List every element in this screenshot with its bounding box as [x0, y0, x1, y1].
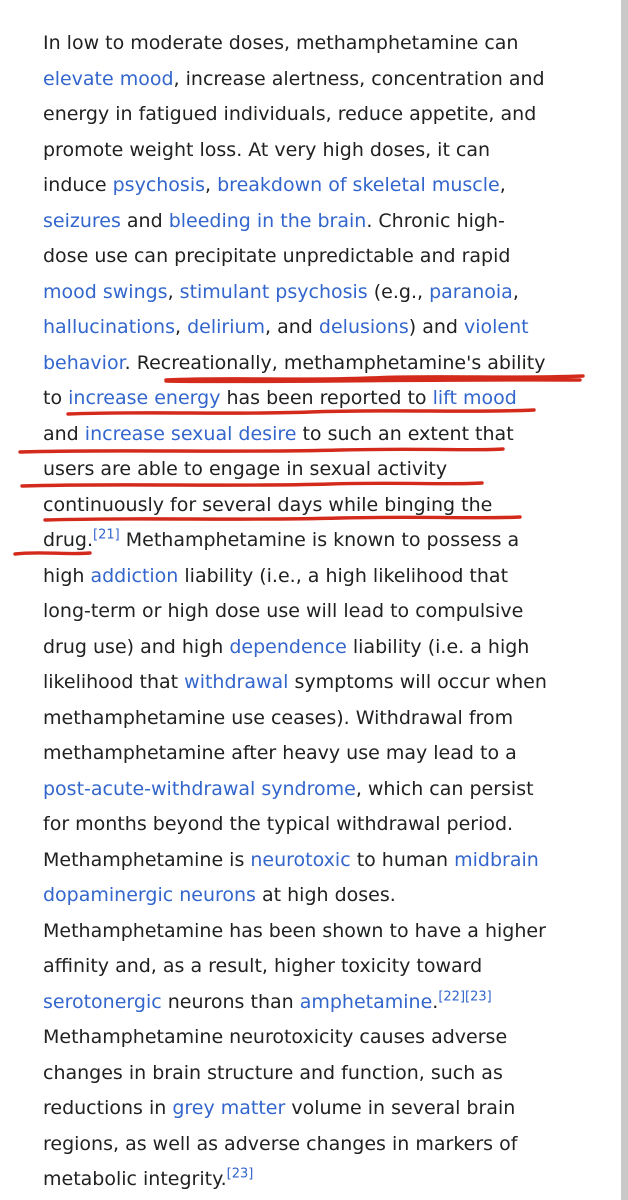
text-run: , increase alertness, concentration and [173, 67, 545, 90]
text-run: symptoms will occur when [288, 671, 547, 693]
wiki-link[interactable]: hallucinations [43, 316, 175, 338]
text-run: reductions in [43, 1097, 173, 1119]
wiki-link[interactable]: seizures [43, 209, 121, 232]
text-line [43, 878, 583, 914]
text-run: Methamphetamine has been shown to have a higher [43, 919, 546, 942]
text-run: high [43, 564, 91, 587]
wiki-link[interactable]: bleeding in the brain [168, 209, 367, 232]
text-line [43, 985, 583, 1021]
text-line [43, 701, 583, 737]
text-run: affinity and, as a result, higher toxicity toward [43, 955, 483, 977]
reference-superscript [227, 1167, 254, 1182]
text-run: methamphetamine after heavy use may lead to a [43, 742, 517, 764]
wiki-link[interactable]: lift mood [432, 387, 517, 409]
text-run: Methamphetamine is known to possess a [119, 529, 520, 551]
text-run: likelihood that [43, 671, 185, 693]
wiki-link[interactable]: elevate mood [43, 67, 174, 90]
text-run: ) and [408, 316, 464, 338]
text-line [43, 523, 583, 559]
wiki-link[interactable]: midbrain [454, 848, 539, 871]
text-line [43, 1056, 583, 1092]
text-run: to such an extent that [296, 422, 514, 445]
text-line [43, 772, 583, 808]
wiki-link[interactable]: grey matter [172, 1097, 286, 1119]
text-line [43, 417, 583, 453]
text-line [43, 204, 583, 240]
text-run: to human [350, 848, 455, 871]
text-run: long-term or high dose use will lead to compulsive [43, 600, 524, 622]
text-line [43, 26, 583, 62]
wiki-link[interactable]: delusions [318, 316, 409, 338]
text-line [43, 1127, 583, 1163]
text-run: neurons than [161, 990, 300, 1013]
text-line [43, 275, 583, 311]
text-line [43, 97, 583, 133]
text-line [43, 1162, 583, 1198]
wiki-link[interactable]: amphetamine [299, 990, 433, 1013]
text-run: liability (i.e. a high [346, 635, 530, 658]
text-run: methamphetamine use ceases). Withdrawal from [43, 706, 514, 729]
text-line [43, 310, 583, 346]
wiki-link[interactable]: increase energy [68, 387, 221, 409]
text-line [43, 1020, 583, 1056]
citation-link[interactable]: [23] [226, 1166, 254, 1182]
text-line [43, 239, 583, 275]
citation-link[interactable]: [23] [465, 989, 492, 1005]
reference-superscript [438, 989, 465, 1004]
text-run: , and [265, 316, 319, 338]
wiki-link[interactable]: neurotoxic [250, 848, 351, 871]
text-line [43, 594, 583, 630]
text-line [43, 807, 583, 843]
text-run: to [43, 387, 69, 409]
text-run: (e.g., [367, 280, 430, 303]
wiki-link[interactable]: violent [464, 316, 529, 338]
text-run: metabolic integrity. [43, 1168, 227, 1190]
wiki-link[interactable]: behavior [43, 351, 125, 374]
text-run: drug. [43, 529, 94, 551]
wiki-link[interactable]: delirium [187, 316, 266, 338]
wiki-link[interactable]: addiction [90, 564, 179, 587]
text-line [43, 488, 583, 524]
text-run: liability (i.e., a high likelihood that [178, 564, 509, 587]
text-line [43, 133, 583, 169]
wiki-link[interactable]: dependence [229, 635, 347, 658]
scroll-edge [621, 0, 628, 1200]
text-line [43, 559, 583, 595]
text-line [43, 346, 583, 382]
text-run: , [167, 280, 180, 303]
text-run: and [43, 422, 85, 445]
wiki-link[interactable]: mood swings [43, 280, 168, 303]
text-line [43, 665, 583, 701]
text-run: . Chronic high- [366, 209, 505, 232]
text-run: regions, as well as adverse changes in markers of [43, 1132, 518, 1155]
text-run: energy in fatigued individuals, reduce appetite, and [43, 103, 537, 125]
citation-link[interactable]: [22] [438, 989, 466, 1005]
text-line [43, 452, 583, 488]
wiki-link[interactable]: psychosis [112, 174, 206, 196]
citation-link[interactable]: [21] [93, 527, 120, 543]
text-run: , [512, 280, 519, 303]
text-run: users are able to engage in sexual activity [43, 458, 448, 480]
text-run: . [432, 990, 439, 1013]
text-run: and [120, 209, 169, 232]
text-run: changes in brain structure and function, such as [43, 1061, 503, 1084]
text-line [43, 1091, 583, 1127]
text-run: , [175, 316, 188, 338]
text-line [43, 168, 583, 204]
text-run: . Recreationally, methamphetamine's ability [124, 351, 546, 374]
article-paragraph [43, 26, 583, 1198]
text-run: , which can persist [355, 777, 534, 800]
text-line [43, 381, 583, 417]
text-line [43, 843, 583, 879]
text-run: , [205, 174, 218, 196]
text-run: dose use can precipitate unpredictable and rapid [43, 245, 511, 267]
text-run: In low to moderate doses, methamphetamine can [43, 32, 519, 54]
text-line [43, 949, 583, 985]
text-run: induce [43, 174, 113, 196]
wiki-link[interactable]: dopaminergic neurons [43, 884, 256, 906]
text-run: Methamphetamine is [43, 848, 251, 871]
text-run: at high doses. [255, 884, 396, 906]
wiki-link[interactable]: stimulant psychosis [179, 280, 368, 303]
text-line [43, 914, 583, 950]
text-line [43, 62, 583, 98]
reference-superscript [465, 989, 492, 1004]
text-run: for months beyond the typical withdrawal period. [43, 813, 514, 835]
reference-superscript [93, 528, 120, 543]
text-run: Methamphetamine neurotoxicity causes adverse [43, 1026, 508, 1048]
text-run: promote weight loss. At very high doses, it can [43, 138, 491, 161]
text-run: has been reported to [220, 387, 433, 409]
wiki-link[interactable]: breakdown of skeletal muscle [217, 174, 500, 196]
wiki-link[interactable]: paranoia [429, 280, 513, 303]
wiki-link[interactable]: withdrawal [184, 671, 289, 693]
text-run: continuously for several days while binging the [43, 493, 493, 516]
text-run: volume in several brain [285, 1097, 516, 1119]
wiki-link[interactable]: increase sexual desire [84, 422, 297, 445]
text-line [43, 736, 583, 772]
wiki-link[interactable]: post-acute-withdrawal syndrome [43, 777, 356, 800]
wiki-link[interactable]: serotonergic [43, 990, 162, 1013]
text-run: , [499, 174, 506, 196]
text-run: drug use) and high [43, 635, 230, 658]
text-line [43, 630, 583, 666]
